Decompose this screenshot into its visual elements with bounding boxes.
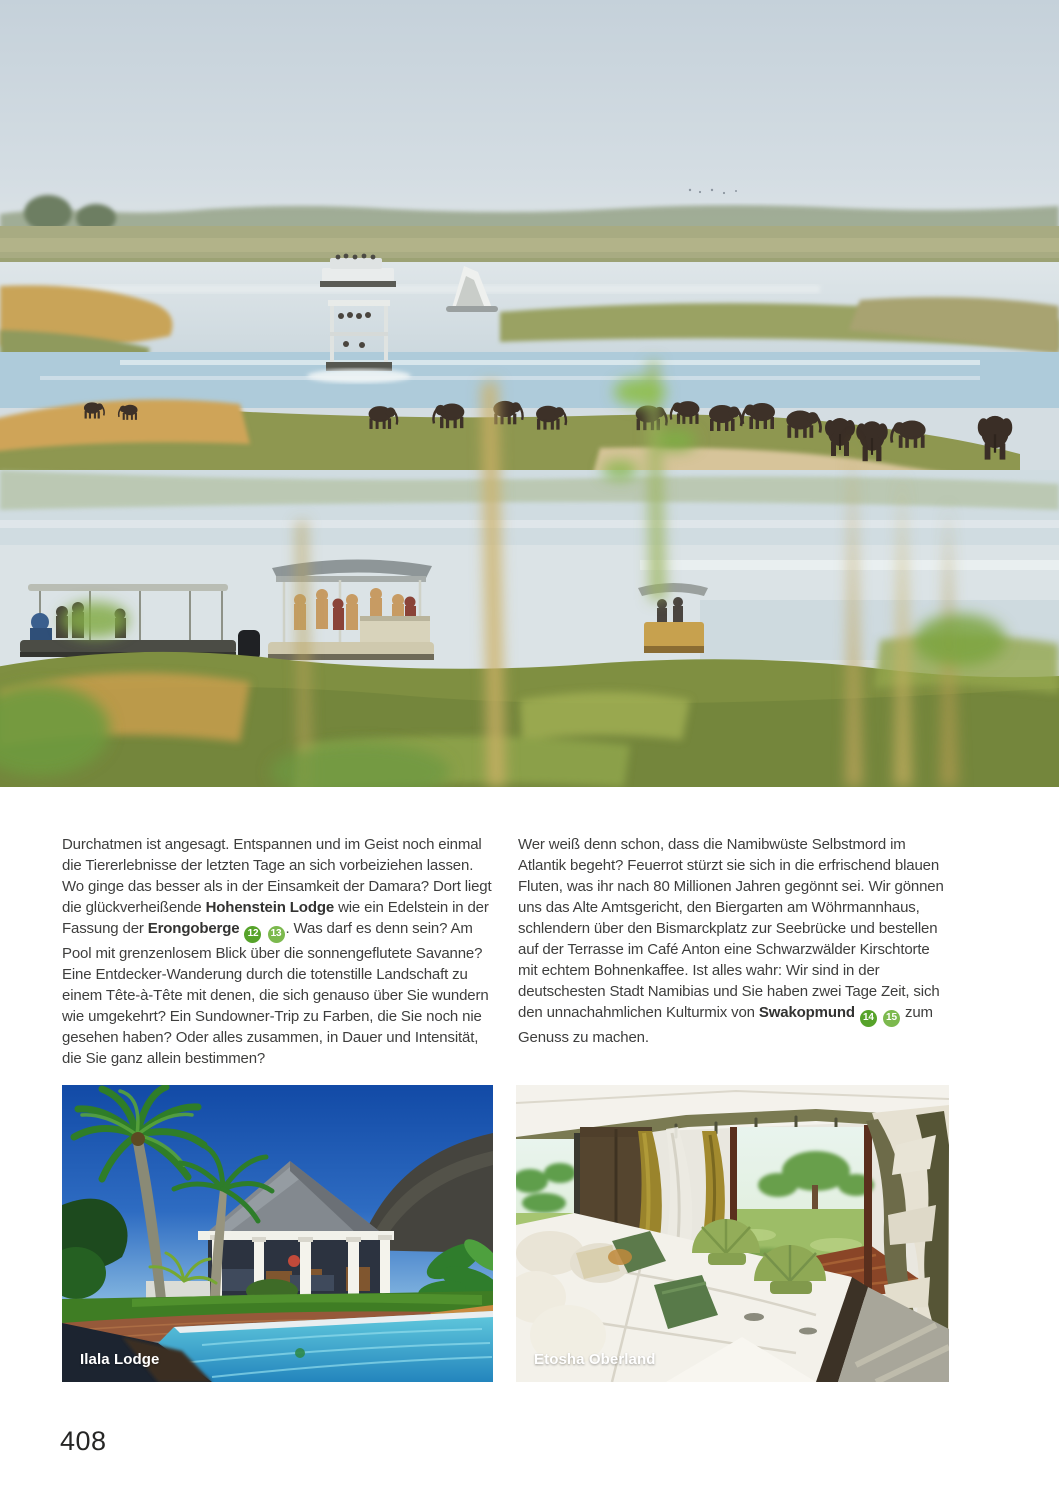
article-column-right bbox=[518, 834, 949, 1069]
route-stop-badge-14: 14 bbox=[860, 1010, 877, 1027]
route-stop-badge-12: 12 bbox=[244, 926, 261, 943]
etosha-oberland-illustration bbox=[516, 1085, 949, 1382]
body-text: wie ein Edelstein in der Fassung der bbox=[62, 899, 489, 937]
photo-caption-ilala: Ilala Lodge bbox=[80, 1351, 160, 1368]
body-text bbox=[855, 1004, 859, 1021]
route-stop-badge-13: 13 bbox=[268, 926, 285, 943]
page-number: 408 bbox=[60, 1426, 107, 1456]
photo-ilala-lodge bbox=[62, 1085, 493, 1382]
highlighted-place-name: Erongoberge bbox=[147, 920, 240, 937]
photo-etosha-oberland bbox=[516, 1085, 949, 1382]
body-text bbox=[878, 1004, 882, 1021]
highlighted-place-name: Swakopmund bbox=[758, 1004, 855, 1021]
highlighted-place-name: Hohenstein Lodge bbox=[205, 899, 335, 916]
route-stop-badge-15: 15 bbox=[883, 1010, 900, 1027]
body-text: . Was darf es denn sein? Am Pool mit grenzenlosem Blick über die sonnengeflutete Savanne? Eine Entdecker-Wanderung durch die totenstille Landschaft zu einem Tête-à-Tête mit denen, die sich genauso über Sie wundern wie umgekehrt? Ein Sundowner-Trip zu Farben, die Sie noch nie gesehen haben? Oder alles zusammen, in Dauer und Intensität, die Sie ganz allein bestimmen? bbox=[62, 920, 489, 1067]
body-text bbox=[239, 920, 243, 937]
body-text bbox=[262, 920, 266, 937]
article-text bbox=[62, 834, 949, 1069]
article-column-left bbox=[62, 834, 493, 1069]
ilala-lodge-illustration bbox=[62, 1085, 493, 1382]
body-text: Durchatmen ist angesagt. Entspannen und im Geist noch einmal die Tiererlebnisse der letzten Tage an sich vorbeiziehen lassen. Wo ginge das besser als in der Einsamkeit der Damara? Dort liegt die glückverheißende bbox=[62, 836, 492, 916]
body-text: Wer weiß denn schon, dass die Namibwüste Selbstmord im Atlantik begeht? Feuerrot stürzt sie sich in die erfrischend blauen Fluten, was ihr nach 80 Millionen Jahren gegönnt sei. Wir gönnen uns das Alte Amtsgericht, den Biergarten am Wöhrmannhaus, schlendern über den Bismarckplatz zur Seebrücke und bestellen auf der Terrasse im Café Anton eine Schwarzwälder Kirschtorte mit echtem Bohnenkaffee. Ist alles wahr: Wir sind in der deutschesten Stadt Namibias und Sie haben zwei Tage Zeit, sich den unnachahmlichen Kulturmix von bbox=[518, 836, 944, 1021]
photo-caption-etosha: Etosha Oberland bbox=[534, 1351, 656, 1368]
body-text: zum Genuss zu machen. bbox=[518, 1004, 933, 1046]
